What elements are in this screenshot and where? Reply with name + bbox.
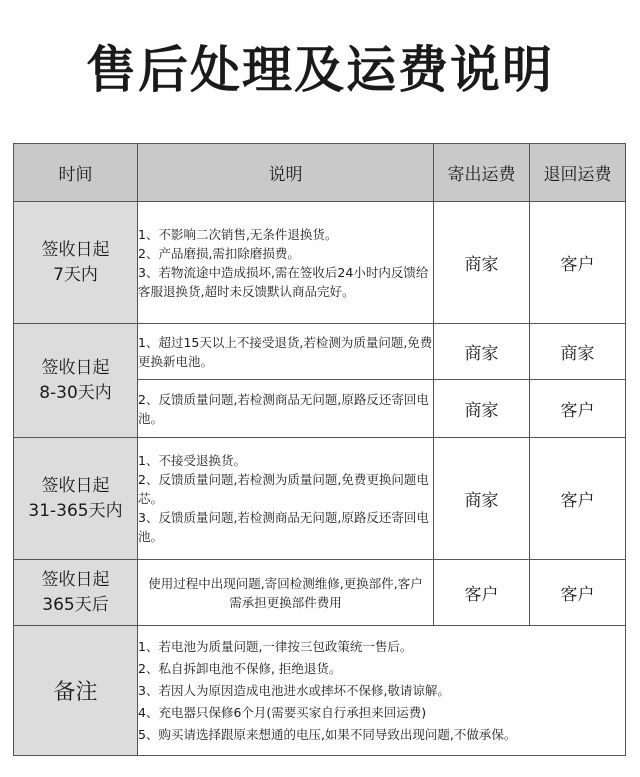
return-fee-cell: 客户 — [530, 438, 626, 560]
send-fee-cell: 商家 — [434, 202, 530, 324]
notes-label: 备注 — [14, 626, 138, 756]
description-cell — [138, 438, 434, 560]
header-return-fee: 退回运费 — [530, 144, 626, 202]
list-item: 3、若物流途中造成损坏,需在签收后24小时内反馈给客服退换货,超时未反馈默认商品完好。 — [138, 264, 429, 299]
note-item: 3、若因人为原因造成电池进水或摔坏不保修,敬请谅解。 — [138, 682, 450, 698]
table-row — [14, 438, 626, 560]
header-time: 时间 — [14, 144, 138, 202]
header-description: 说明 — [138, 144, 434, 202]
after-sales-table — [13, 143, 626, 756]
page-title: 售后处理及运费说明 — [86, 41, 554, 99]
period-cell: 签收日起 31-365天内 — [14, 438, 138, 560]
list-item: 3、反馈质量问题,若检测商品无问题,原路反还寄回电池。 — [138, 510, 429, 544]
period-cell: 签收日起 8-30天内 — [14, 324, 138, 438]
list-item: 2、产品磨损,需扣除磨损费。 — [138, 245, 300, 261]
table-row — [14, 324, 626, 380]
return-fee-cell: 商家 — [530, 324, 626, 380]
description-cell — [138, 380, 434, 438]
send-fee-cell: 商家 — [434, 324, 530, 380]
list-item: 1、不影响二次销售,无条件退换货。 — [138, 226, 338, 242]
table-header-row — [14, 144, 626, 202]
list-item: 2、反馈质量问题,若检测为质量问题,免费更换问题电芯。 — [138, 472, 429, 506]
notes-cell — [138, 626, 626, 756]
note-item: 5、购买请选择跟原来想通的电压,如果不同导致出现问题,不做承保。 — [138, 726, 517, 742]
send-fee-cell: 客户 — [434, 560, 530, 626]
note-item: 2、私自拆卸电池不保修, 拒绝退货。 — [138, 660, 342, 676]
note-item: 1、若电池为质量问题,一律按三包政策统一售后。 — [138, 638, 413, 654]
return-fee-cell: 客户 — [530, 380, 626, 438]
note-item: 4、充电器只保修6个月(需要买家自行承担来回运费) — [138, 704, 427, 720]
table-row — [14, 560, 626, 626]
period-cell: 签收日起 365天后 — [14, 560, 138, 626]
notes-row — [14, 626, 626, 756]
list-item: 1、不接受退换货。 — [138, 453, 246, 468]
list-item: 2、反馈质量问题,若检测商品无问题,原路反还寄回电池。 — [138, 391, 429, 426]
return-fee-cell: 客户 — [530, 202, 626, 324]
return-fee-cell: 客户 — [530, 560, 626, 626]
send-fee-cell: 商家 — [434, 438, 530, 560]
description-cell — [138, 202, 434, 324]
table-row — [14, 202, 626, 324]
send-fee-cell: 商家 — [434, 380, 530, 438]
description-cell — [138, 324, 434, 380]
header-send-fee: 寄出运费 — [434, 144, 530, 202]
list-item: 1、超过15天以上不接受退货,若检测为质量问题,免费更换新电池。 — [138, 334, 433, 369]
description-cell: 使用过程中出现问题,寄回检测维修,更换部件,客户需承担更换部件费用 — [138, 560, 434, 626]
period-cell: 签收日起 7天内 — [14, 202, 138, 324]
